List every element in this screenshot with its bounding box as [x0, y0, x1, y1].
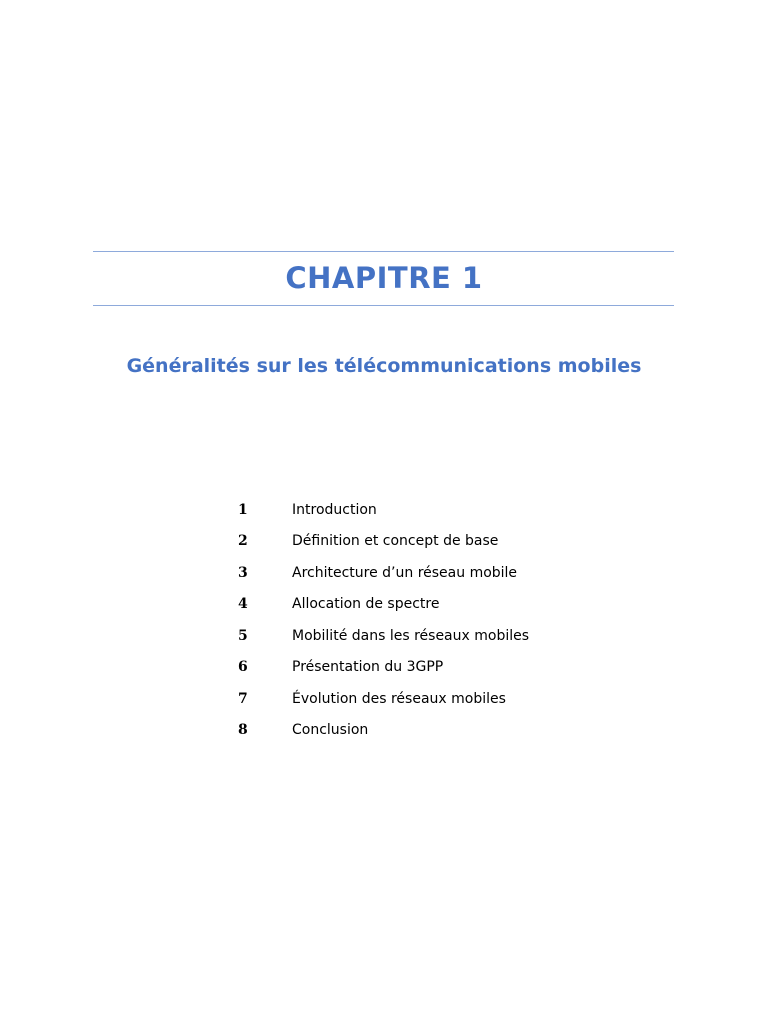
chapter-subtitle: Généralités sur les télécommunications mobiles [126, 355, 642, 377]
toc-item-number: 6 [238, 659, 248, 676]
toc-item-label: Architecture d’un réseau mobile [292, 564, 518, 581]
toc-item [230, 494, 610, 526]
toc-item [230, 589, 610, 621]
toc-item [230, 526, 610, 558]
toc-item-number: 1 [238, 501, 248, 518]
toc-item [230, 620, 610, 652]
toc-item-label: Allocation de spectre [292, 596, 440, 613]
toc-item-label: Évolution des réseaux mobiles [292, 690, 506, 707]
toc-item-label: Mobilité dans les réseaux mobiles [292, 627, 530, 644]
toc-item-label: Introduction [292, 501, 377, 518]
toc-item-label: Conclusion [292, 722, 369, 739]
title-top-rule [93, 251, 674, 252]
toc-item-number: 4 [238, 596, 248, 613]
toc-item-number: 5 [238, 627, 248, 644]
toc-item-number: 7 [238, 690, 248, 707]
toc-item-number: 3 [238, 564, 248, 581]
toc-item [230, 557, 610, 589]
title-bottom-rule [93, 305, 674, 306]
toc-item [230, 652, 610, 684]
table-of-contents [230, 494, 610, 746]
toc-item-number: 2 [238, 533, 248, 550]
toc-item-label: Définition et concept de base [292, 533, 499, 550]
toc-item-label: Présentation du 3GPP [292, 659, 444, 676]
toc-item [230, 683, 610, 715]
chapter-title: CHAPITRE 1 [285, 261, 483, 295]
toc-item [230, 715, 610, 747]
toc-item-number: 8 [238, 722, 248, 739]
